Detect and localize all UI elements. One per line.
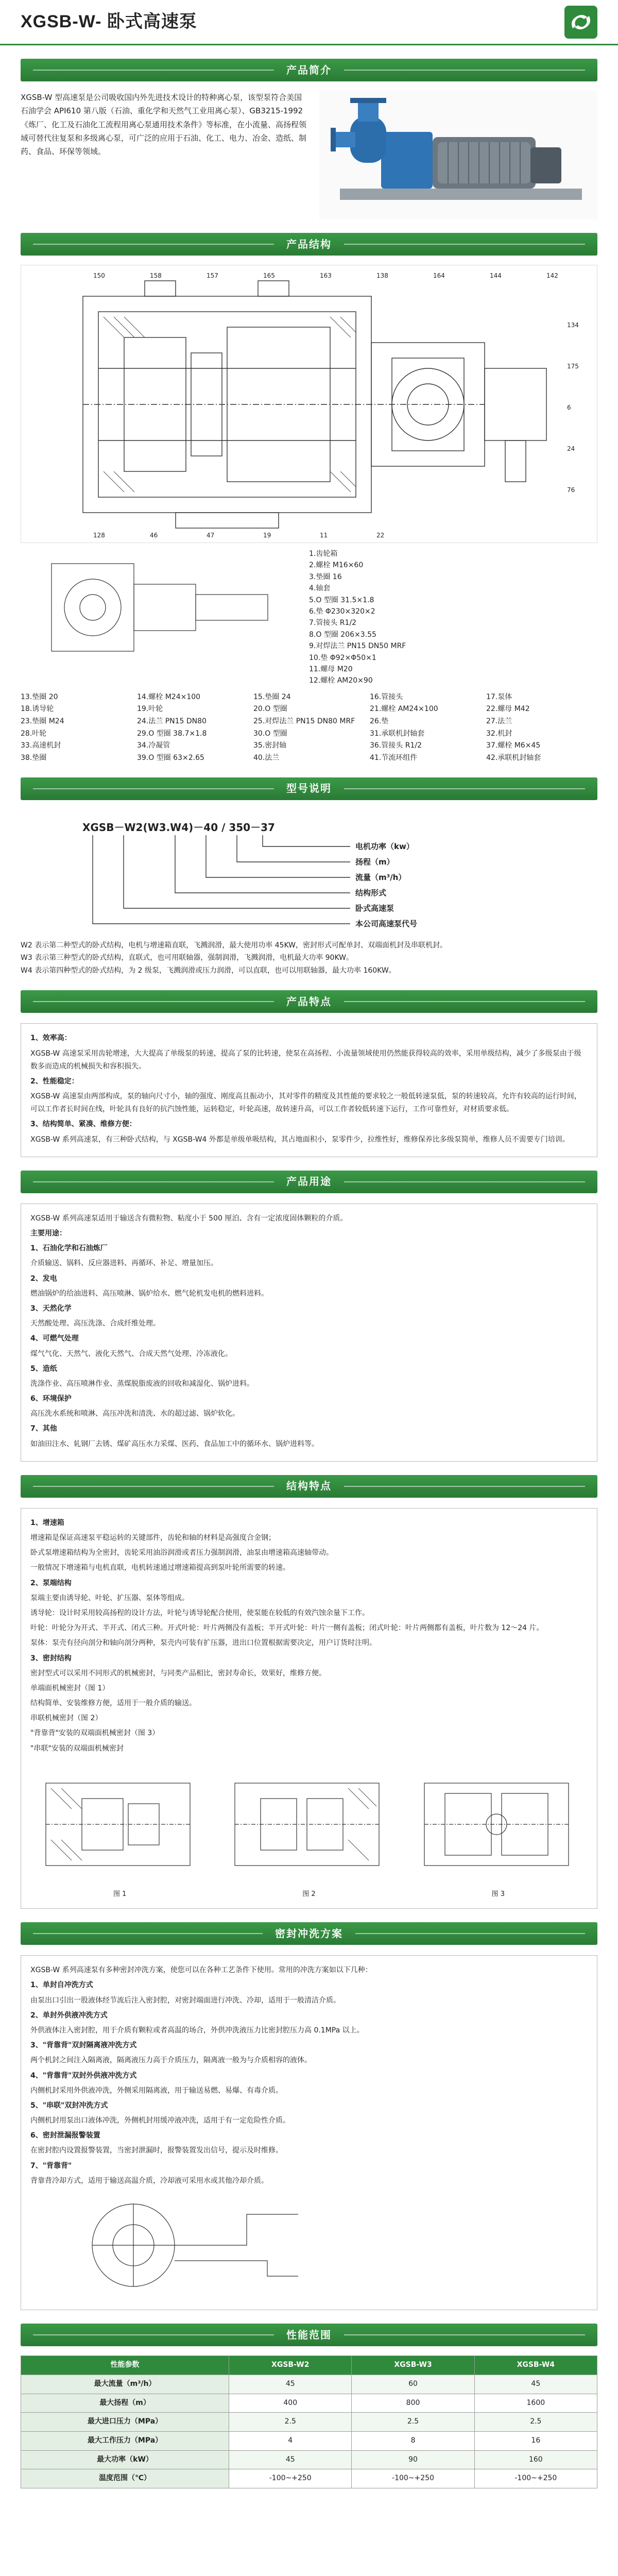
flush-heading: 7、"背靠背" bbox=[30, 2161, 72, 2170]
parts-grid-item: 28.叶轮 bbox=[21, 729, 47, 738]
drawing-callout: 163 bbox=[320, 272, 332, 279]
section-banner-flush bbox=[21, 1922, 597, 1945]
usage-text: 如油田注水、轧钢厂去锈、煤矿高压水力采煤、医药、食品加工中的循环水、锅炉进料等。 bbox=[30, 1439, 319, 1448]
parts-grid-item: 17.泵体 bbox=[486, 692, 512, 701]
structure-feature-heading: 1、增速箱 bbox=[30, 1518, 64, 1527]
section-title: 产品简介 bbox=[286, 63, 332, 76]
usage-text: 介质输送、锅料、反应器进料、再循环、补足、增量加压。 bbox=[30, 1259, 218, 1268]
usage-text: 燃油锅炉的给油进料、高压喷淋、锅炉给水、燃气轮机发电机的燃料进料。 bbox=[30, 1289, 268, 1298]
header bbox=[0, 0, 618, 45]
parts-grid-item: 22.螺母 M42 bbox=[486, 705, 530, 714]
page-title: XGSB-W- 卧式高速泵 bbox=[21, 12, 197, 32]
parts-grid-item: 21.螺栓 AM24×100 bbox=[370, 705, 438, 714]
drawing-callout: 150 bbox=[93, 272, 105, 279]
parts-grid-item: 40.法兰 bbox=[253, 754, 280, 762]
parts-list-right bbox=[309, 548, 597, 687]
section-title: 密封冲洗方案 bbox=[275, 1927, 343, 1940]
drawing-callout: 165 bbox=[263, 272, 275, 279]
parts-grid-item: 27.法兰 bbox=[486, 717, 512, 726]
usage-heading: 2、发电 bbox=[30, 1274, 57, 1283]
table-cell: 最大进口压力（MPa） bbox=[21, 2413, 229, 2432]
feature-text: XGSB-W 系列高速泵，有三种卧式结构，与 XGSB-W4 外都是单级单吸结构，其占地面积小，泵零件少，拉维性好，维修保养比多级泵简单，维修人员不需要专门培训。 bbox=[30, 1135, 570, 1144]
intro-text: XGSB-W 型高速泵是公司吸收国内外先进技术设计的特种离心泵，该型泵符合美国石油学会 API610 第八版（石油、重化学和天然气工业用离心泵）、GB3215-1992《炼厂、化工及石油化工流程用离心泵通用技术条件》等标准，在小流量、高扬程领域可替代往复泵和多级离心泵，可广泛的应用于石油、化工、电力、冶金、造纸、制药、食品、环保等领域。 bbox=[21, 93, 307, 156]
section-title: 型号说明 bbox=[286, 782, 332, 795]
structure-feature-text: 增速箱是保证高速泵平稳运转的关键部件，齿轮和轴的材料是高强度合金钢； bbox=[30, 1534, 276, 1542]
drawing-callout: 19 bbox=[263, 532, 271, 539]
section-banner-usage bbox=[21, 1171, 597, 1193]
table-row bbox=[21, 2450, 597, 2469]
parts-grid-item: 38.垫圈 bbox=[21, 754, 47, 762]
parts-grid-item: 15.垫圈 24 bbox=[253, 692, 291, 701]
parts-grid-item: 32.机封 bbox=[486, 729, 512, 738]
section-banner-structure-features bbox=[21, 1475, 597, 1498]
model-label: 电机功率（kw） bbox=[355, 841, 414, 851]
table-row bbox=[21, 2431, 597, 2450]
flush-text: 内侧机封采用外供液冲洗，外侧采用隔离液，用于输送易燃、易爆、有毒介质。 bbox=[30, 2086, 283, 2095]
table-cell: 温度范围（℃） bbox=[21, 2469, 229, 2488]
parts-grid-item: 41.节流环组件 bbox=[370, 754, 418, 762]
drawing-callout: 157 bbox=[207, 272, 218, 279]
parts-grid-item: 20.O 型圈 bbox=[253, 705, 287, 714]
drawing-callout: 142 bbox=[546, 272, 558, 279]
flush-box bbox=[21, 1955, 597, 2310]
structure-feature-text: 密封型式可以采用不同形式的机械密封，与同类产品相比，密封寿命长，效果好，维修方便。 bbox=[30, 1669, 326, 1677]
flush-heading: 5、"串联"双封冲洗方式 bbox=[30, 2101, 108, 2110]
parts-list-item: 8.O 型圈 206×3.55 bbox=[309, 630, 376, 639]
flush-heading: 4、"背靠背"双封外供液冲洗方式 bbox=[30, 2071, 137, 2080]
table-header: XGSB-W2 bbox=[229, 2356, 352, 2375]
table-cell: 160 bbox=[474, 2450, 597, 2469]
structure-feature-text: 单端面机械密封（图 1） bbox=[30, 1684, 110, 1692]
parts-grid-item: 31.承联机封轴套 bbox=[370, 729, 425, 738]
structure-feature-text: 串联机械密封（图 2） bbox=[30, 1714, 102, 1723]
flush-text: 内侧机封用泵出口液体冲洗，外侧机封用缓冲液冲洗，适用于有一定危险性介质。 bbox=[30, 2116, 290, 2125]
parts-list bbox=[21, 548, 597, 687]
parts-grid-item: 37.螺栓 M6×45 bbox=[486, 741, 541, 750]
parts-grid-item: 36.管接头 R1/2 bbox=[370, 741, 422, 750]
drawing-callout: 47 bbox=[207, 532, 215, 539]
brand-logo bbox=[564, 6, 597, 39]
table-cell: -100~+250 bbox=[229, 2469, 352, 2488]
usage-heading: 6、环境保护 bbox=[30, 1395, 72, 1403]
structure-feature-text: 泵体：泵壳有径向剖分和轴向剖分两种，泵壳内可装有扩压器，进出口位置根据需要决定，用户订货时注明。 bbox=[30, 1639, 376, 1648]
feature-heading: 3、结构简单、紧凑、维修方便： bbox=[30, 1120, 136, 1129]
table-cell: 400 bbox=[229, 2394, 352, 2413]
feature-text: XGSB-W 高速泵采用齿轮增速，大大提高了单级泵的转速，提高了泵的比转速，使泵在高扬程、小流量领域使用仍然能获得较高的效率，采用单级结构，减少了多级泵由于级数多而造成的机械损失和容积损失。 bbox=[30, 1049, 581, 1071]
structure-feature-heading: 2、泵端结构 bbox=[30, 1579, 72, 1587]
structure-feature-text: 卧式泵增速箱结构为全密封，齿轮采用油浴润滑或者压力强制润滑，油泵由增速箱高速轴带动。 bbox=[30, 1549, 333, 1557]
features-box bbox=[21, 1023, 597, 1157]
model-note: W4 表示第四种型式的卧式结构，为 2 级泵，飞溅润滑或压力润滑，可以直联，也可以用联轴器，最大功率 160KW。 bbox=[21, 966, 396, 975]
drawing-callout: 128 bbox=[93, 532, 105, 539]
table-header-row bbox=[21, 2356, 597, 2375]
flush-text: XGSB-W 系列高速泵有多种密封冲洗方案，使您可以在各种工艺条件下使用。常用的冲洗方案如以下几种： bbox=[30, 1966, 372, 1975]
table-cell: 最大扬程（m） bbox=[21, 2394, 229, 2413]
model-label: 扬程（m） bbox=[355, 857, 394, 867]
feature-heading: 2、性能稳定： bbox=[30, 1077, 79, 1086]
model-notes bbox=[21, 939, 597, 977]
flush-text: 由泵出口引出一股液体经节流后注入密封腔，对密封端面进行冲洗、冷却，适用于一般清洁介质。 bbox=[30, 1996, 340, 2005]
drawing-callout: 164 bbox=[433, 272, 445, 279]
section-banner-performance bbox=[21, 2324, 597, 2346]
parts-list-item: 4.轴套 bbox=[309, 584, 331, 593]
drawing-callout: 11 bbox=[320, 532, 328, 539]
usage-text: 洗涤作业、高压喷淋作业、蒸煤脱脂废液的回收和减湿化、锅炉进料。 bbox=[30, 1379, 254, 1388]
drawing-callout: 138 bbox=[376, 272, 388, 279]
table-cell: 45 bbox=[229, 2375, 352, 2394]
section-title: 性能范围 bbox=[286, 2328, 332, 2341]
parts-list-item: 2.螺栓 M16×60 bbox=[309, 561, 364, 570]
table-cell: 最大工作压力（MPa） bbox=[21, 2431, 229, 2450]
model-code: XGSB－W2(W3.W4)－40 / 350－37 bbox=[82, 821, 275, 834]
section-title: 产品特点 bbox=[286, 995, 332, 1008]
parts-grid bbox=[21, 692, 597, 764]
parts-list-item: 10.垫 Φ92×Φ50×1 bbox=[309, 653, 376, 662]
structure-feature-text: 泵端主要由诱导轮、叶轮、扩压器、泵体等组成。 bbox=[30, 1594, 189, 1602]
table-row bbox=[21, 2375, 597, 2394]
table-header: XGSB-W3 bbox=[352, 2356, 474, 2375]
parts-list-item: 5.O 型圈 31.5×1.8 bbox=[309, 596, 374, 604]
feature-text: XGSB-W 高速泵由两部构成，泵的轴向尺寸小，轴的强度、刚度高且振动小，其对零件的精度及其性能的要求较之一般低转速泵低，泵的转速较高，允许有较高的运行时间，可以工作者长时间在线，叶轮具有良好的抗汽蚀性能，运转稳定，叶轮高速，故转速升高，可以工作者较低转速下运行，工作可靠性好，对材质要求低。 bbox=[30, 1092, 581, 1114]
structure-feature-text: 诱导轮：设计时采用较高扬程的设计方法，叶轮与诱导轮配合使用，使泵能在较低的有效汽蚀余量下工作。 bbox=[30, 1608, 369, 1617]
model-code-diagram bbox=[21, 810, 597, 934]
parts-grid-item: 39.O 型圈 63×2.65 bbox=[137, 754, 204, 762]
table-cell: 90 bbox=[352, 2450, 474, 2469]
figure-caption: 图 3 bbox=[491, 1890, 505, 1898]
flush-heading: 1、单封自冲洗方式 bbox=[30, 1981, 93, 1990]
model-note: W2 表示第二种型式的卧式结构，电机与增速箱直联，飞溅润滑，最大使用功率 45KW，密封形式可配单封、双端面机封及串联机封。 bbox=[21, 941, 447, 950]
usage-heading: 3、天然化学 bbox=[30, 1304, 72, 1313]
structure-feature-heading: 3、密封结构 bbox=[30, 1654, 72, 1663]
parts-grid-item: 16.管接头 bbox=[370, 692, 403, 701]
drawing-callout: 175 bbox=[567, 363, 579, 370]
section-title: 产品用途 bbox=[286, 1175, 332, 1188]
parts-grid-item: 33.高速机封 bbox=[21, 741, 61, 750]
parts-list-item: 1.齿轮箱 bbox=[309, 550, 338, 558]
feature-heading: 1、效率高： bbox=[30, 1034, 72, 1043]
parts-list-item: 6.垫 Φ230×320×2 bbox=[309, 607, 375, 616]
structure-feature-text: 结构简单、安装维修方便，适用于一般介质的输送。 bbox=[30, 1699, 196, 1708]
flush-text: 两个机封之间注入隔离液，隔离液压力高于介质压力，隔离液一般为与介质相容的液体。 bbox=[30, 2056, 312, 2065]
table-cell: 2.5 bbox=[352, 2413, 474, 2432]
flush-text: 在密封腔内设置报警装置，当密封泄漏时，报警装置发出信号，提示及时维修。 bbox=[30, 2146, 283, 2155]
figure-caption: 图 1 bbox=[113, 1890, 127, 1898]
model-label: 流量（m³/h） bbox=[355, 872, 406, 882]
usage-heading: 7、其他 bbox=[30, 1425, 57, 1433]
table-header: XGSB-W4 bbox=[474, 2356, 597, 2375]
parts-grid-item: 26.垫 bbox=[370, 717, 389, 726]
model-note: W3 表示第三种型式的卧式结构，直联式，也可用联轴器，强制润滑，飞溅润滑，电机最大功率 90KW。 bbox=[21, 954, 353, 962]
seal-figure-1 bbox=[30, 1762, 209, 1900]
usage-text: 煤气气化、天然气、液化天然气、合成天然气处理、冷冻液化。 bbox=[30, 1349, 232, 1358]
drawing-callout: 6 bbox=[567, 404, 571, 411]
drawing-callout: 158 bbox=[150, 272, 162, 279]
structure-feature-text: "背靠背"安装的双端面机械密封（图 3） bbox=[30, 1729, 160, 1738]
performance-table bbox=[21, 2355, 597, 2488]
section-banner-structure bbox=[21, 233, 597, 256]
flush-heading: 6、密封泄漏报警装置 bbox=[30, 2131, 100, 2140]
seal-figure-3 bbox=[409, 1762, 588, 1900]
flush-text: 外供液体注入密封腔，用于介质有颗粒或者高温的场合，外供冲洗液压力比密封腔压力高 0.1MPa 以上。 bbox=[30, 2026, 364, 2035]
table-header: 性能参数 bbox=[21, 2356, 229, 2375]
parts-grid-item: 18.诱导轮 bbox=[21, 705, 54, 714]
parts-grid-item: 29.O 型圈 38.7×1.8 bbox=[137, 729, 207, 738]
table-cell: -100~+250 bbox=[352, 2469, 474, 2488]
usage-text: XGSB-W 系列高速泵适用于输送含有微粒物、粘度小于 500 厘泊、含有一定浓度固体颗粒的介质。 bbox=[30, 1214, 348, 1223]
parts-list-item: 11.螺母 M20 bbox=[309, 665, 353, 673]
parts-grid-item: 19.叶轮 bbox=[137, 705, 163, 714]
parts-grid-item: 13.垫圈 20 bbox=[21, 692, 58, 701]
seal-figures bbox=[30, 1762, 588, 1900]
table-cell: 2.5 bbox=[474, 2413, 597, 2432]
flush-heading: 3、"背靠背"双封隔离液冲洗方式 bbox=[30, 2041, 137, 2050]
usage-heading: 4、可燃气处理 bbox=[30, 1334, 79, 1343]
table-cell: 8 bbox=[352, 2431, 474, 2450]
parts-list-drawing bbox=[21, 548, 309, 687]
usage-heading: 1、石油化学和石油炼厂 bbox=[30, 1244, 108, 1253]
parts-grid-item: 14.螺栓 M24×100 bbox=[137, 692, 201, 701]
table-cell: 60 bbox=[352, 2375, 474, 2394]
structure-feature-text: 叶轮：叶轮分为开式、半开式、闭式三种。开式叶轮：叶片两侧没有盖板；半开式叶轮：叶片一侧有盖板；闭式叶轮：叶片两侧都有盖板，叶片数为 12～24 片。 bbox=[30, 1624, 544, 1633]
parts-grid-item: 35.密封轴 bbox=[253, 741, 287, 750]
parts-list-item: 9.对焊法兰 PN15 DN50 MRF bbox=[309, 642, 406, 651]
model-label: 结构形式 bbox=[355, 888, 387, 897]
parts-list-item: 3.垫圈 16 bbox=[309, 572, 342, 581]
usage-box bbox=[21, 1204, 597, 1462]
table-cell: 45 bbox=[229, 2450, 352, 2469]
table-row bbox=[21, 2413, 597, 2432]
flush-diagram bbox=[30, 2194, 588, 2301]
seal-figure-2 bbox=[219, 1762, 398, 1900]
table-row bbox=[21, 2394, 597, 2413]
table-cell: 4 bbox=[229, 2431, 352, 2450]
drawing-callout: 144 bbox=[490, 272, 502, 279]
section-title: 产品结构 bbox=[286, 238, 332, 250]
table-cell: 最大功率（kW） bbox=[21, 2450, 229, 2469]
section-banner-features bbox=[21, 990, 597, 1013]
parts-grid-item: 34.冷凝管 bbox=[137, 741, 170, 750]
parts-grid-item: 24.法兰 PN15 DN80 bbox=[137, 717, 207, 726]
parts-grid-item: 23.垫圈 M24 bbox=[21, 717, 64, 726]
structure-feature-text: 一般情况下增速箱与电机直联，电机转速通过增速箱提高到泵叶轮所需要的转速。 bbox=[30, 1564, 290, 1572]
section-banner-intro bbox=[21, 59, 597, 81]
figure-caption: 图 2 bbox=[302, 1890, 316, 1898]
parts-grid-item: 25.对焊法兰 PN15 DN80 MRF bbox=[253, 717, 355, 726]
drawing-callout: 76 bbox=[567, 486, 575, 494]
structure-drawing bbox=[21, 265, 597, 543]
table-cell: 最大流量（m³/h） bbox=[21, 2375, 229, 2394]
parts-list-item: 12.螺栓 AM20×90 bbox=[309, 676, 373, 685]
table-cell: -100~+250 bbox=[474, 2469, 597, 2488]
table-cell: 16 bbox=[474, 2431, 597, 2450]
model-label: 本公司高速泵代号 bbox=[355, 919, 418, 928]
drawing-callout: 46 bbox=[150, 532, 158, 539]
table-cell: 1600 bbox=[474, 2394, 597, 2413]
table-cell: 800 bbox=[352, 2394, 474, 2413]
model-label: 卧式高速泵 bbox=[355, 903, 394, 913]
table-row bbox=[21, 2469, 597, 2488]
parts-list-item: 7.管接头 R1/2 bbox=[309, 619, 357, 628]
table-cell: 2.5 bbox=[229, 2413, 352, 2432]
flush-text: 背靠背冷却方式，适用于输送高温介质，冷却液可采用水或其他冷却介质。 bbox=[30, 2176, 268, 2185]
table-cell: 45 bbox=[474, 2375, 597, 2394]
flush-heading: 2、单封外供液冲洗方式 bbox=[30, 2011, 108, 2020]
structure-features-box bbox=[21, 1508, 597, 1909]
usage-heading: 5、造纸 bbox=[30, 1364, 57, 1373]
section-title: 结构特点 bbox=[286, 1480, 332, 1493]
drawing-callout: 22 bbox=[376, 532, 385, 539]
intro-block bbox=[21, 91, 597, 219]
parts-grid-item: 42.承联机封轴套 bbox=[486, 754, 541, 762]
structure-feature-text: "串联"安装的双端面机械密封 bbox=[30, 1744, 124, 1753]
drawing-callout: 24 bbox=[567, 445, 575, 452]
parts-grid-item: 30.O 型圈 bbox=[253, 729, 287, 738]
usage-text: 高压洗水系统和喷淋、高压冲洗和清洗、水的超过滤、锅炉软化。 bbox=[30, 1410, 239, 1418]
usage-heading: 主要用途： bbox=[30, 1229, 66, 1238]
drawing-callout: 134 bbox=[567, 321, 579, 329]
usage-text: 天然酸处理、高压洗涤、合成纤维处理。 bbox=[30, 1319, 160, 1328]
section-banner-model bbox=[21, 777, 597, 800]
pump-photo bbox=[319, 91, 597, 219]
